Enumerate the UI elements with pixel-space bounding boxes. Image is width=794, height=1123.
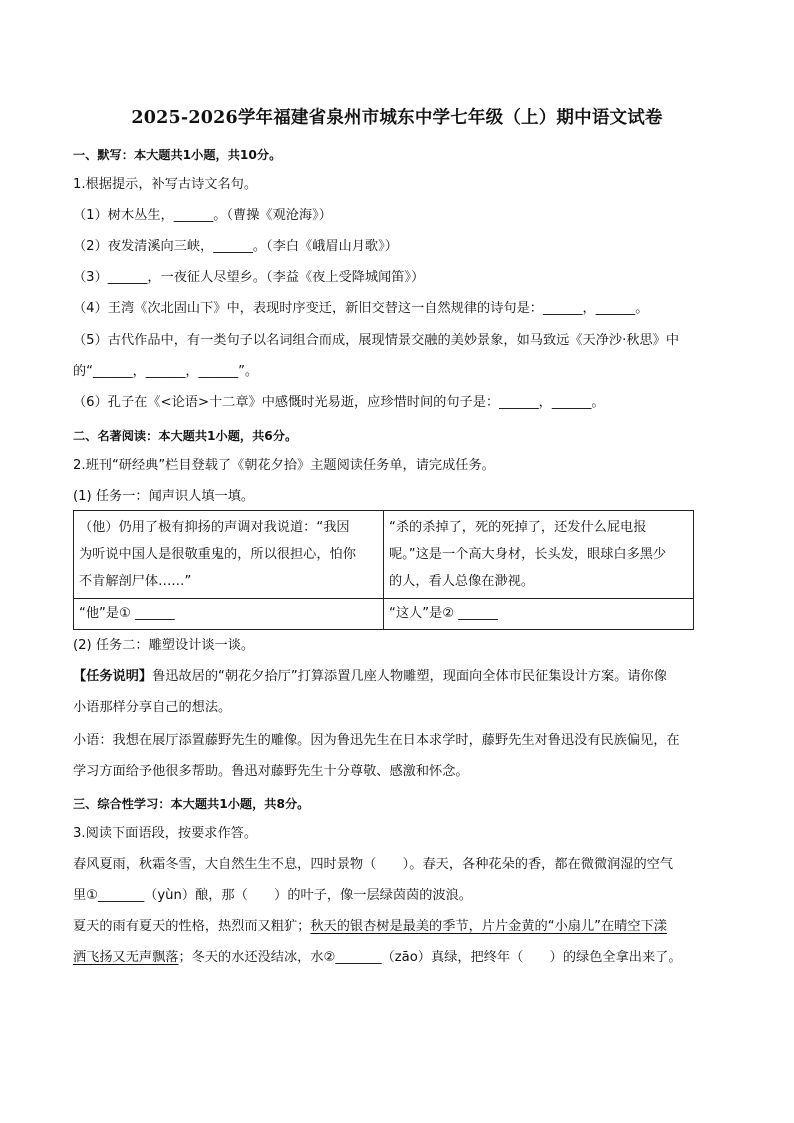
table-cell-quote-left [74,511,384,599]
passage-line [73,918,723,936]
question-1-item: （2）夜发清溪向三峡，______。（李白《峨眉山月歌》） [73,239,398,254]
passage-line [73,949,723,967]
section-label: 二、名著阅读： [73,429,159,443]
section-desc: 本大题共1小题，共10分。 [133,148,282,162]
quote-line: （他）仍用了极有抑扬的声调对我说道：“我因 [79,520,350,535]
task-description [73,668,723,686]
page-title: 2025-2026学年福建省泉州市城东中学七年级（上）期中语文试卷 [131,108,663,128]
question-1-item: （1）树木丛生，______。（曹操《观沧海》） [73,208,332,223]
question-1-item-continued: 的“______，______，______”。 [73,364,259,379]
passage-line: 里①_______（yùn）酿，那（ ）的叶子，像一层绿茵茵的波浪。 [73,888,472,903]
quote-line: 呢。”这是一个高大身材，长头发，眼球白多黑少 [389,547,667,562]
question-1-item: （3）______，一夜征人尽望乡。（李益《夜上受降城闻笛》） [73,270,425,285]
task-description-label: 【任务说明】 [73,669,153,684]
quote-line: 的人，看人总像在渺视。 [389,574,535,589]
xiaoyu-example: 小语：我想在展厅添置藤野先生的雕像。因为鲁迅先生在日本求学时，藤野先生对鲁迅没有民族偏见，在 [73,733,680,748]
task-2-heading: (2) 任务二：雕塑设计谈一谈。 [73,638,255,653]
quote-line: 不肯解剖尸体……” [79,574,192,589]
task-1-heading: (1) 任务一：闻声识人填一填。 [73,489,255,504]
question-3-stem: 3.阅读下面语段，按要求作答。 [73,826,258,841]
underlined-sentence-continued: 洒飞扬又无声飘落 [73,950,179,965]
section-label: 三、综合性学习： [73,797,171,811]
task-description-continued: 小语那样分享自己的想法。 [73,700,232,715]
quote-line: “杀的杀掉了，死的死掉了，还发什么屁电报 [389,520,647,535]
passage-text: ；冬天的水还没结冰，水②_______（zāo）真绿，把终年（ ）的绿色全拿出来了。 [178,950,682,965]
question-1-item: （4）王湾《次北固山下》中，表现时序变迁，新旧交替这一自然规律的诗句是：______，______。 [73,301,649,316]
passage-line: 春风夏雨，秋霜冬雪，大自然生生不息，四时景物（ ）。春天，各种花朵的香，都在微微润湿的空气 [73,857,674,872]
answer-blank-2[interactable]: “这人”是② ______ [384,599,694,630]
xiaoyu-example-continued: 学习方面给予他很多帮助。鲁迅对藤野先生十分尊敬、感激和怀念。 [73,764,469,779]
question-1-stem: 1.根据提示，补写古诗文名句。 [73,177,258,192]
section-heading-1 [73,146,723,164]
passage-text: 夏天的雨有夏天的性格，热烈而又粗犷； [73,919,311,934]
question-2-stem: 2.班刊“研经典”栏目登载了《朝花夕拾》主题阅读任务单，请完成任务。 [73,458,495,473]
section-heading-2 [73,427,723,445]
section-label: 一、默写： [73,148,134,162]
task-description-text: 鲁迅故居的“朝花夕拾厅”打算添置几座人物雕塑，现面向全体市民征集设计方案。请你像 [152,669,667,684]
question-1-item: （6）孔子在《<论语>十二章》中感慨时光易逝，应珍惜时间的句子是：______，______。 [73,395,605,410]
section-desc: 本大题共1小题，共6分。 [158,429,298,443]
answer-blank-1[interactable]: “他”是① ______ [74,599,384,630]
section-heading-3 [73,795,723,813]
question-1-item: （5）古代作品中，有一类句子以名词组合而成，展现情景交融的美妙景象，如马致远《天净沙·秋思》中 [73,333,680,348]
section-desc: 本大题共1小题，共8分。 [170,797,310,811]
task-table [73,510,694,630]
quote-line: 为听说中国人是很敬重鬼的，所以很担心，怕你 [79,547,356,562]
table-cell-quote-right [384,511,694,599]
underlined-sentence: 秋天的银杏树是最美的季节，片片金黄的“小扇儿”在晴空下漾 [310,919,667,934]
